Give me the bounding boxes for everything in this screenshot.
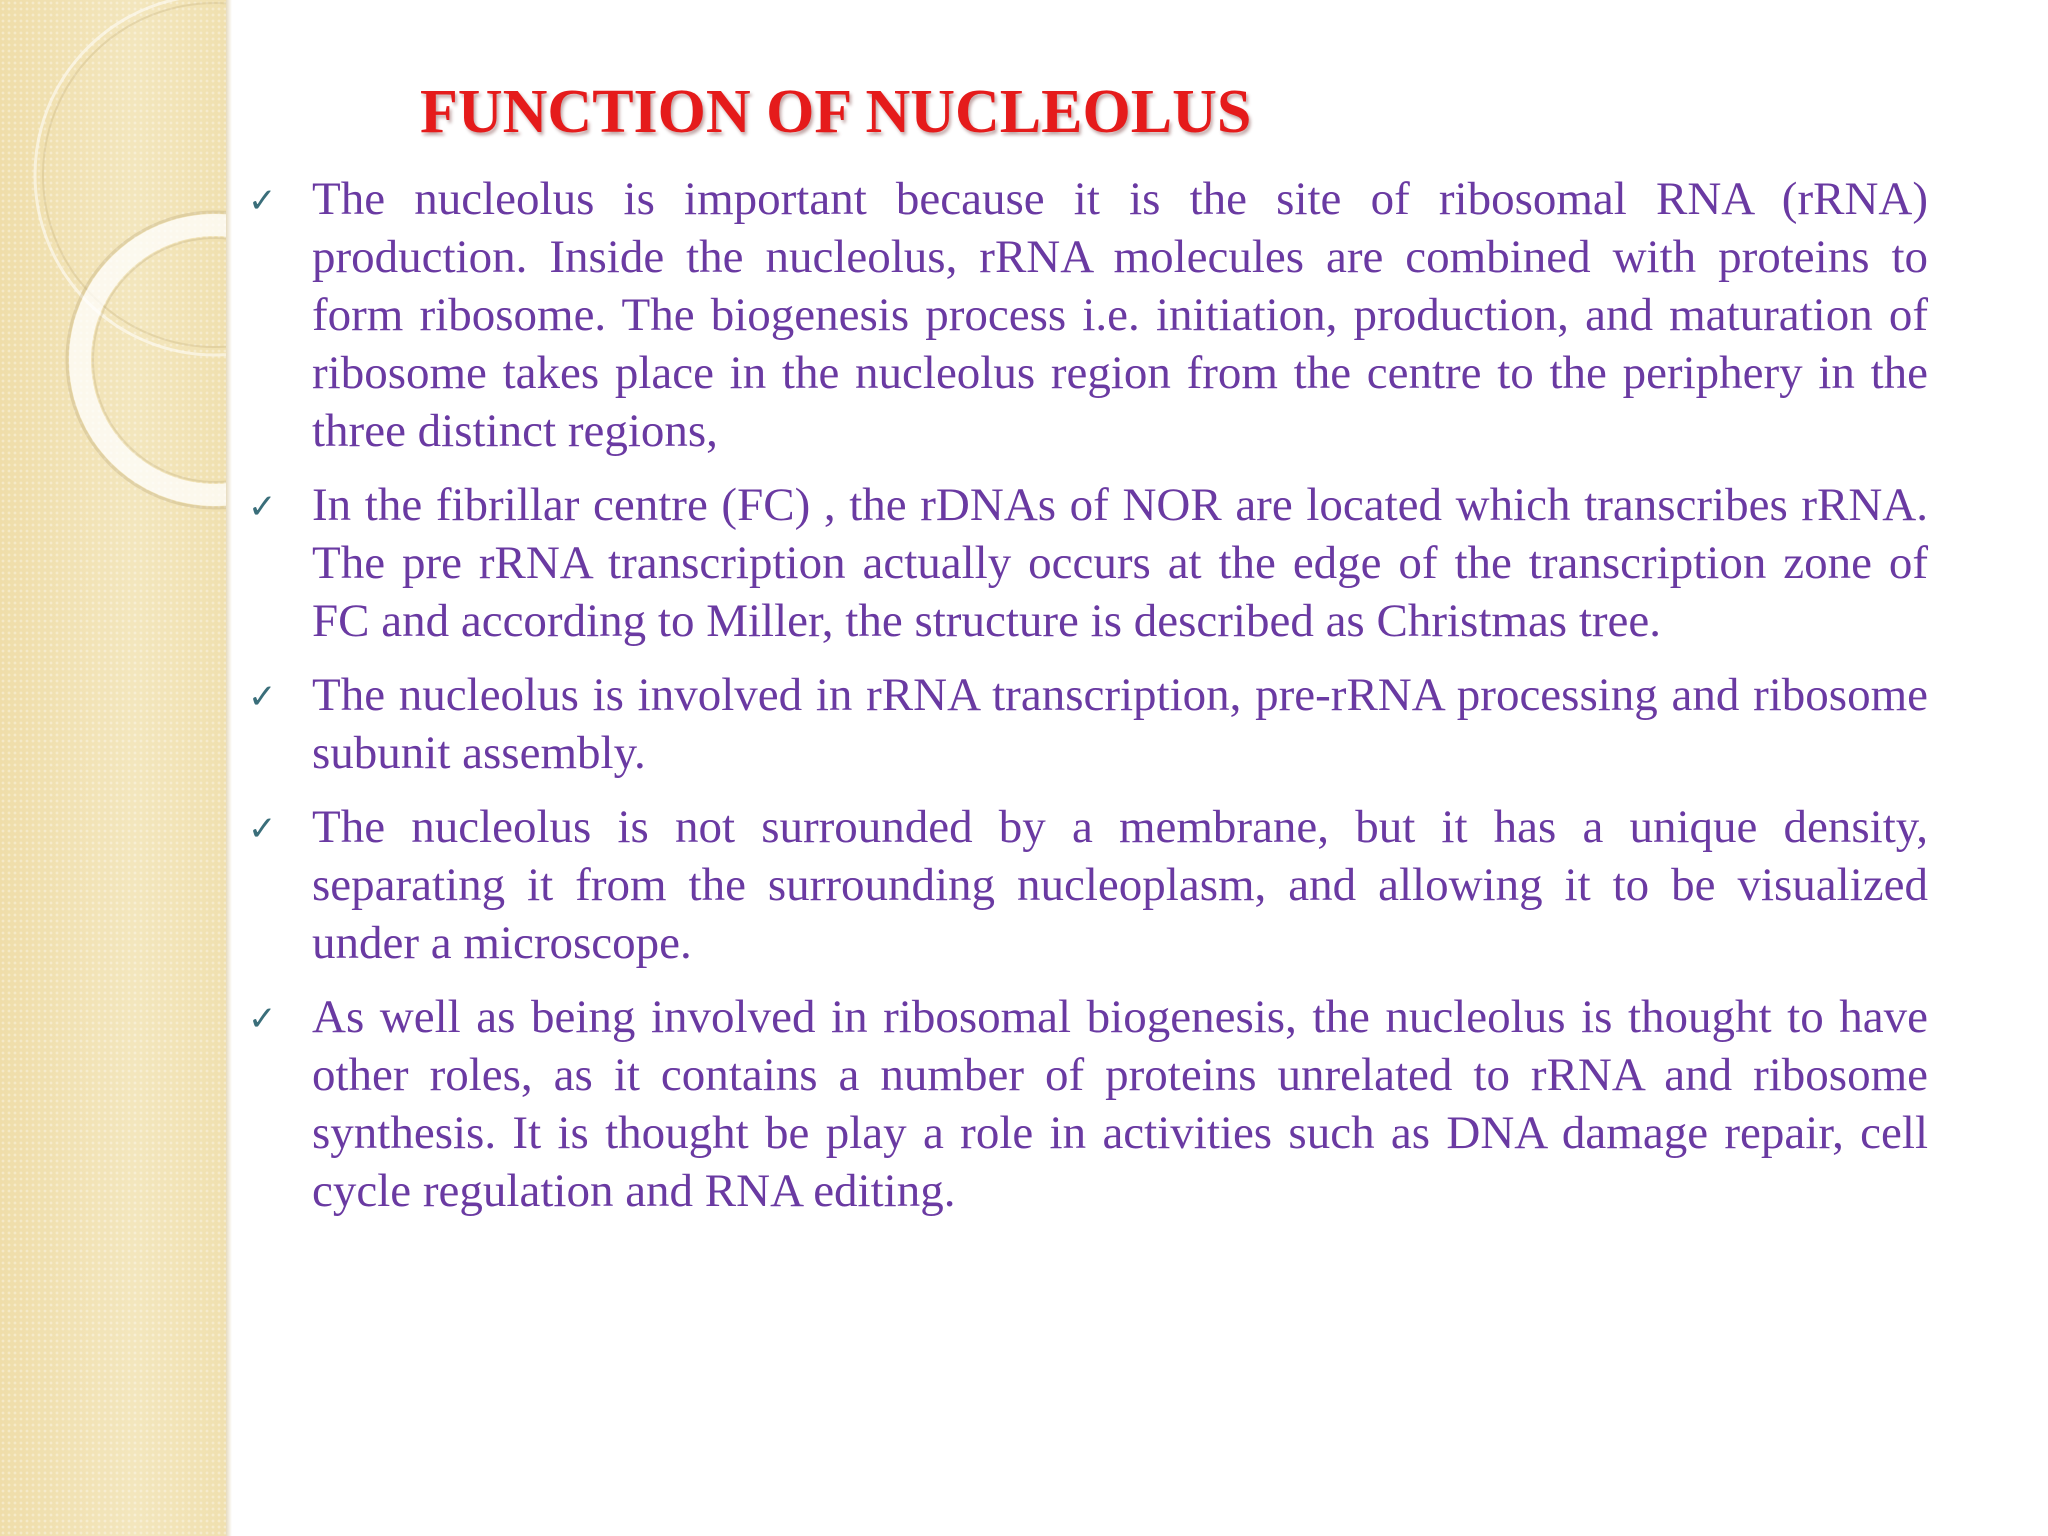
checkmark-icon: ✓ (248, 809, 277, 849)
bullet-list (248, 170, 1928, 1236)
decorative-side-band (0, 0, 226, 1536)
bullet-text: In the fibrillar centre (FC) , the rDNAs of NOR are located which transcribes rRNA. The pre rRNA transcription actually occurs at the edge of the transcription zone of FC and according to Miller, the structure is described as Christmas tree. (312, 479, 1928, 647)
bullet-item (248, 798, 1928, 972)
decorative-rings (0, 0, 226, 600)
checkmark-icon: ✓ (248, 999, 277, 1039)
bullet-text: The nucleolus is not surrounded by a membrane, but it has a unique density, separating it from the surrounding nucleoplasm, and allowing it to be visualized under a microscope. (312, 801, 1928, 969)
checkmark-icon: ✓ (248, 181, 277, 221)
bullet-item (248, 666, 1928, 782)
bullet-item (248, 988, 1928, 1220)
bullet-text: The nucleolus is involved in rRNA transcription, pre-rRNA processing and ribosome subunit assembly. (312, 669, 1928, 779)
checkmark-icon: ✓ (248, 677, 277, 717)
side-band-edge (226, 0, 232, 1536)
bullet-item (248, 170, 1928, 460)
checkmark-icon: ✓ (248, 487, 277, 527)
bullet-item (248, 476, 1928, 650)
slide-title: FUNCTION OF NUCLEOLUS (420, 78, 1252, 146)
bullet-text: As well as being involved in ribosomal biogenesis, the nucleolus is thought to have other roles, as it contains a number of proteins unrelated to rRNA and ribosome synthesis. It is thought be play a role in activities such as DNA damage repair, cell cycle regulation and RNA editing. (312, 991, 1928, 1217)
bullet-text: The nucleolus is important because it is the site of ribosomal RNA (rRNA) production. Inside the nucleolus, rRNA molecules are combined with proteins to form ribosome. The biogenesis process i.e. initiation, production, and maturation of ribosome takes place in the nucleolus region from the centre to the periphery in the three distinct regions, (312, 173, 1928, 457)
